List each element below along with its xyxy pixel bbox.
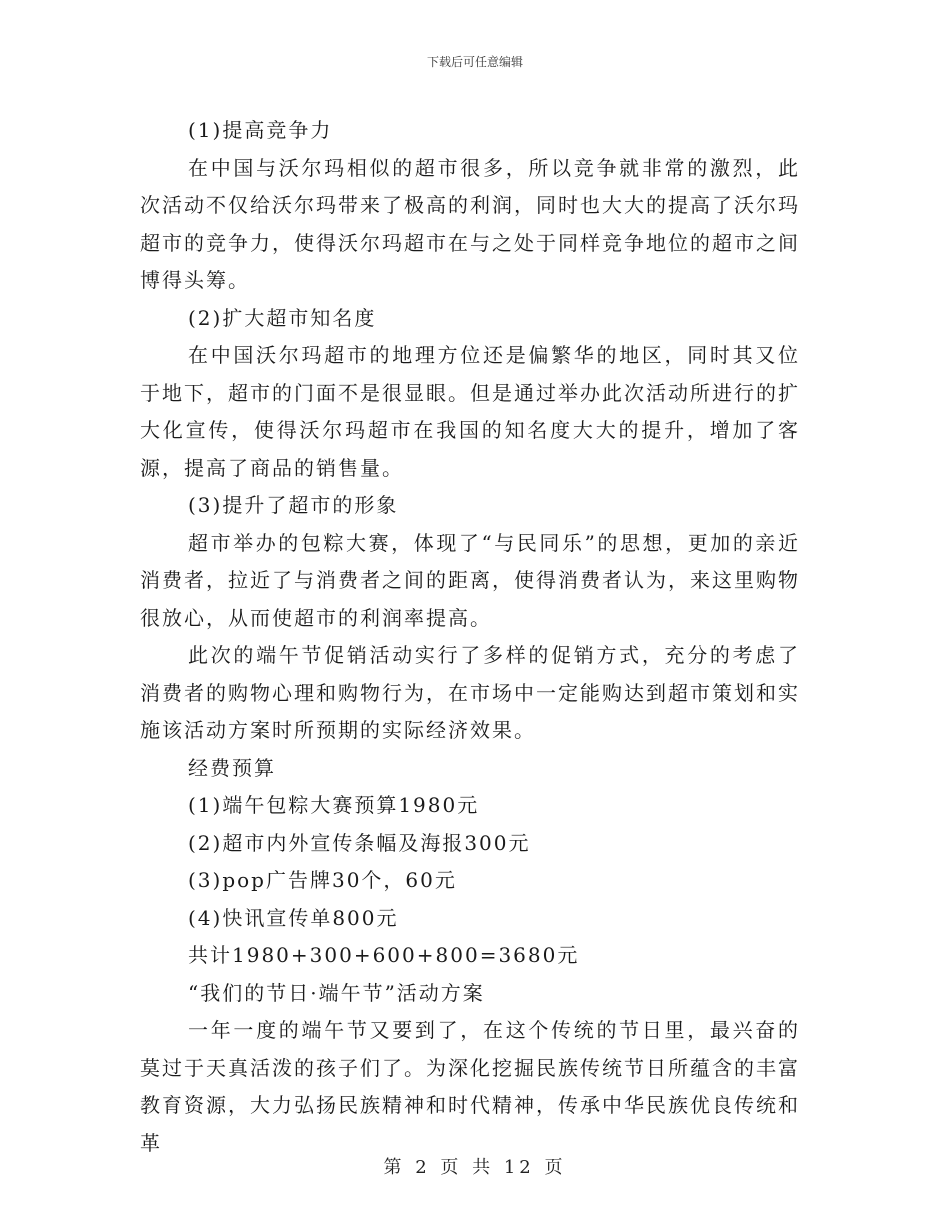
paragraph: 在中国与沃尔玛相似的超市很多，所以竞争就非常的激烈，此次活动不仅给沃尔玛带来了极高的利润，同时也大大的提高了沃尔玛超市的竞争力，使得沃尔玛超市在与之处于同样竞争地位的超市之间博得头筹。 <box>140 155 800 292</box>
budget-item: (2)超市内外宣传条幅及海报300元 <box>188 830 531 855</box>
document-body <box>140 112 800 1162</box>
page-footer: 第 2 页 共 12 页 <box>383 1157 567 1178</box>
heading-competitiveness: (1)提高竞争力 <box>188 118 333 142</box>
section-title: “我们的节日·端午节”活动方案 <box>188 980 485 1005</box>
heading-budget: 经费预算 <box>188 755 276 780</box>
budget-item: (1)端午包粽大赛预算1980元 <box>188 793 480 817</box>
paragraph: 在中国沃尔玛超市的地理方位还是偏繁华的地区，同时其又位于地下，超市的门面不是很显眼。但是通过举办此次活动所进行的扩大化宣传，使得沃尔玛超市在我国的知名度大大的提升，增加了客源，提高了商品的销售量。 <box>140 343 800 480</box>
page-header: 下载后可任意编辑 <box>426 55 523 69</box>
budget-item: (3)pop广告牌30个，60元 <box>188 868 457 892</box>
heading-brand-awareness: (2)扩大超市知名度 <box>188 305 377 330</box>
budget-item: (4)快讯宣传单800元 <box>188 905 399 930</box>
paragraph: 此次的端午节促销活动实行了多样的促销方式，充分的考虑了消费者的购物心理和购物行为，在市场中一定能购达到超市策划和实施该活动方案时所预期的实际经济效果。 <box>140 643 800 742</box>
budget-total: 共计1980+300+600+800=3680元 <box>188 943 580 967</box>
paragraph: 一年一度的端午节又要到了，在这个传统的节日里，最兴奋的莫过于天真活泼的孩子们了。为深化挖掘民族传统节日所蕴含的丰富教育资源，大力弘扬民族精神和时代精神，传承中华民族优良传统和革 <box>140 1018 800 1155</box>
paragraph: 超市举办的包粽大赛，体现了“与民同乐”的思想，更加的亲近消费者，拉近了与消费者之间的距离，使得消费者认为，来这里购物很放心，从而使超市的利润率提高。 <box>140 530 800 630</box>
heading-store-image: (3)提升了超市的形象 <box>188 493 399 517</box>
